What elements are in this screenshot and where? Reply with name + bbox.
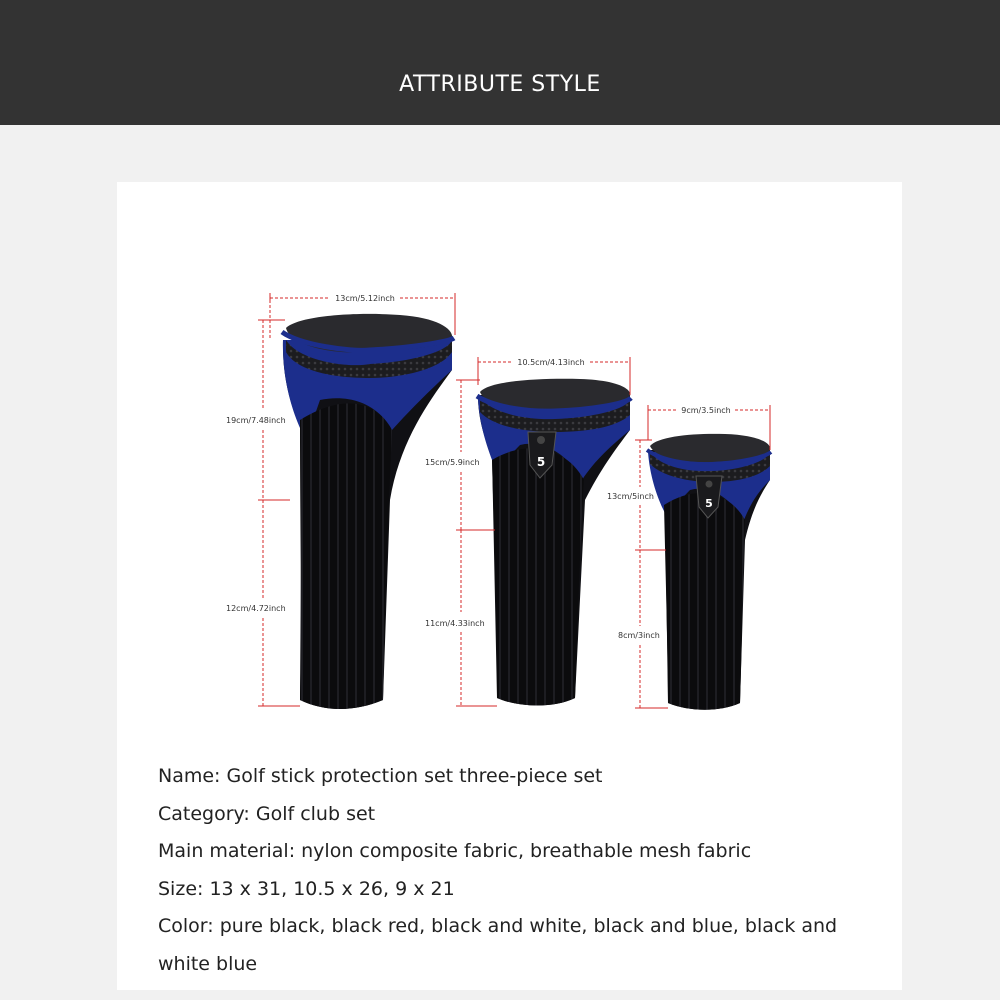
spec-category: Category: Golf club set — [158, 802, 376, 825]
label-small-sock: 8cm/3inch — [618, 631, 660, 640]
medium-headcover — [477, 379, 631, 706]
label-large-sock: 12cm/4.72inch — [226, 604, 286, 613]
label-large-head: 19cm/7.48inch — [226, 416, 286, 425]
label-small-width: 9cm/3.5inch — [681, 406, 731, 415]
label-small-head: 13cm/5inch — [607, 492, 654, 501]
spec-size: Size: 13 x 31, 10.5 x 26, 9 x 21 — [158, 877, 455, 900]
label-medium-width: 10.5cm/4.13inch — [517, 358, 585, 367]
spec-material: Main material: nylon composite fabric, breathable mesh fabric — [158, 840, 752, 862]
spec-list — [158, 758, 858, 983]
header-banner — [0, 0, 1000, 125]
tag-number-small: 5 — [705, 497, 713, 510]
header-title: ATTRIBUTE STYLE — [399, 72, 601, 97]
label-medium-sock: 11cm/4.33inch — [425, 619, 485, 628]
product-photo — [220, 280, 780, 720]
label-large-width: 13cm/5.12inch — [335, 294, 395, 303]
spec-name: Name: Golf stick protection set three-piece set — [158, 765, 603, 787]
large-headcover — [282, 314, 454, 709]
small-headcover — [647, 434, 771, 710]
label-medium-head: 15cm/5.9inch — [425, 458, 480, 467]
tag-number-medium: 5 — [536, 455, 546, 469]
spec-color: Color: pure black, black red, black and white, black and blue, black and white blue — [158, 915, 838, 975]
